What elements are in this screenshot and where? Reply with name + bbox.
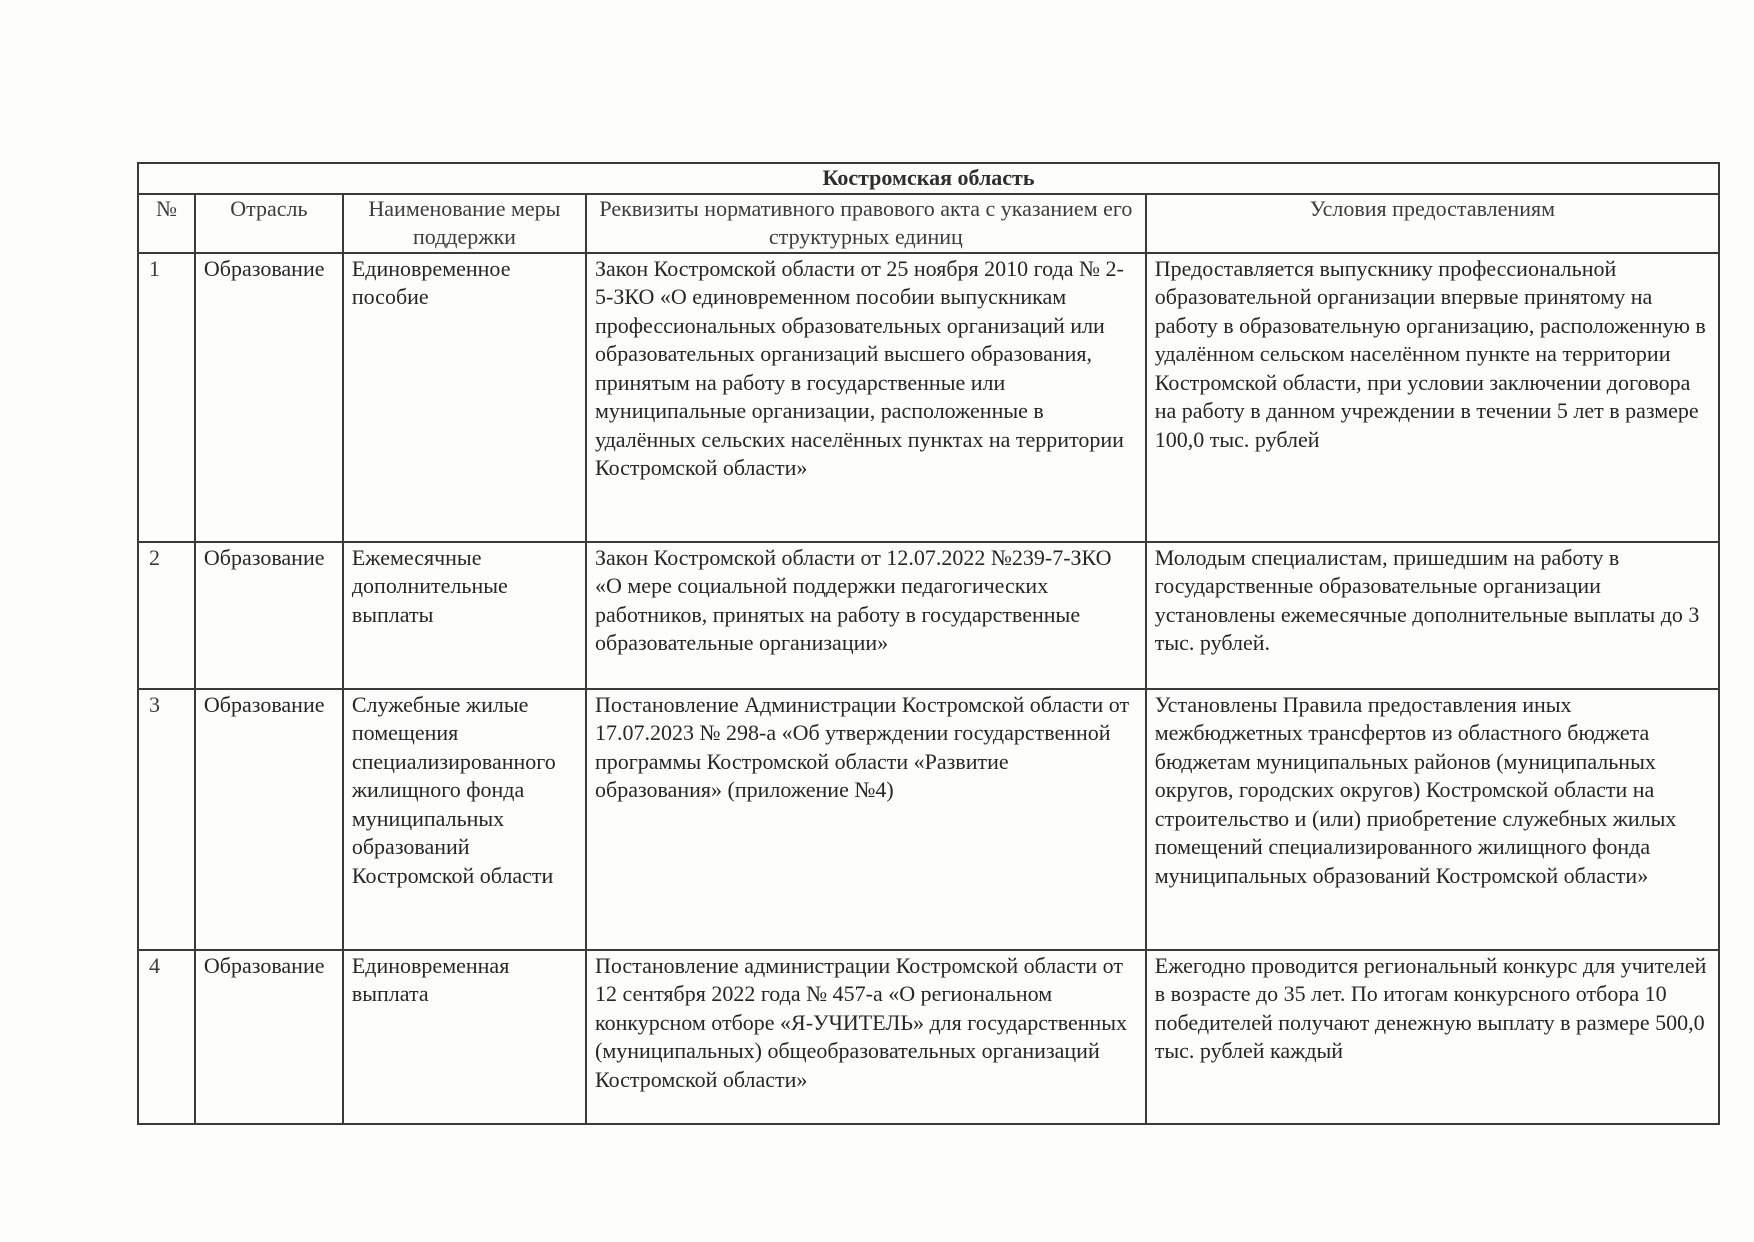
- cell-conditions: Ежегодно проводится региональный конкурс для учителей в возрасте до 35 лет. По итогам конкурсного отбора 10 победителей получают денежную выплату в размере 500,0 тыс. рублей каждый: [1146, 950, 1719, 1124]
- cell-act: Закон Костромской области от 25 ноября 2010 года № 2-5-ЗКО «О единовременном пособии выпускникам профессиональных образовательных организаций или образовательных организаций высшего образования, принятым на работу в государственные или муниципальные организации, расположенные в удалённых сельских населённых пунктах на территории Костромской области»: [586, 253, 1146, 542]
- cell-act: Постановление администрации Костромской области от 12 сентября 2022 года № 457-а «О региональном конкурсном отборе «Я-УЧИТЕЛЬ» для государственных (муниципальных) общеобразовательных организаций Костромской области»: [586, 950, 1146, 1124]
- header-conditions: Условия предоставлениям: [1146, 194, 1719, 253]
- support-measures-table: [137, 162, 1720, 1125]
- cell-num: 1: [138, 253, 195, 542]
- cell-conditions: Предоставляется выпускнику профессиональной образовательной организации впервые принятому на работу в образовательную организацию, расположенную в удалённом сельском населённом пункте на территории Костромской области, при условии заключении договора на работу в данном учреждении в течении 5 лет в размере 100,0 тыс. рублей: [1146, 253, 1719, 542]
- table-row: [138, 253, 1719, 542]
- cell-num: 3: [138, 689, 195, 950]
- cell-branch: Образование: [195, 950, 343, 1124]
- table-row: [138, 950, 1719, 1124]
- table-row: [138, 542, 1719, 689]
- header-act: Реквизиты нормативного правового акта с указанием его структурных единиц: [586, 194, 1146, 253]
- header-measure: Наименование меры поддержки: [343, 194, 586, 253]
- cell-branch: Образование: [195, 689, 343, 950]
- column-header-row: [138, 194, 1719, 253]
- cell-num: 2: [138, 542, 195, 689]
- cell-measure: Ежемесячные дополнительные выплаты: [343, 542, 586, 689]
- region-header-row: [138, 163, 1719, 194]
- cell-measure: Единовременная выплата: [343, 950, 586, 1124]
- cell-conditions: Установлены Правила предоставления иных межбюджетных трансфертов из областного бюджета бюджетам муниципальных районов (муниципальных округов, городских округов) Костромской области на строительство и (или) приобретение служебных жилых помещений специализированного жилищного фонда муниципальных образований Костромской области»: [1146, 689, 1719, 950]
- header-branch: Отрасль: [195, 194, 343, 253]
- cell-act: Постановление Администрации Костромской области от 17.07.2023 № 298-а «Об утверждении государственной программы Костромской области «Развитие образования» (приложение №4): [586, 689, 1146, 950]
- cell-measure: Служебные жилые помещения специализированного жилищного фонда муниципальных образований Костромской области: [343, 689, 586, 950]
- cell-num: 4: [138, 950, 195, 1124]
- cell-measure: Единовременное пособие: [343, 253, 586, 542]
- cell-conditions: Молодым специалистам, пришедшим на работу в государственные образовательные организации установлены ежемесячные дополнительные выплаты до 3 тыс. рублей.: [1146, 542, 1719, 689]
- header-num: №: [138, 194, 195, 253]
- cell-act: Закон Костромской области от 12.07.2022 №239-7-ЗКО «О мере социальной поддержки педагогических работников, принятых на работу в государственные образовательные организации»: [586, 542, 1146, 689]
- cell-branch: Образование: [195, 542, 343, 689]
- table-row: [138, 689, 1719, 950]
- cell-branch: Образование: [195, 253, 343, 542]
- region-title: Костромская область: [138, 163, 1719, 194]
